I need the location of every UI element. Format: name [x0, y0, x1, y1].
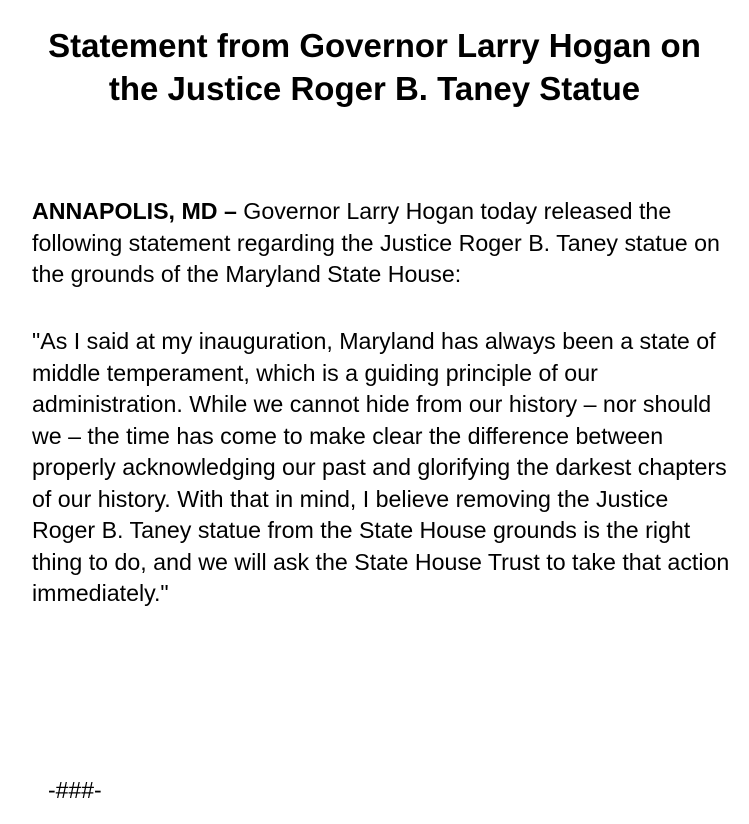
intro-paragraph — [32, 196, 732, 291]
intro-text: Governor Larry Hogan today released the following statement regarding the Justice Roger B. Taney statue on the grounds of the Maryland State House: — [32, 198, 720, 287]
statement-title: Statement from Governor Larry Hogan on the Justice Roger B. Taney Statue — [48, 27, 701, 107]
end-mark: -###- — [48, 777, 102, 803]
quote-paragraph: "As I said at my inauguration, Maryland has always been a state of middle temperament, which is a guiding principle of our administration. While we cannot hide from our history – nor should we – the time has come to make clear the difference between properly acknowledging our past and glorifying the darkest chapters of our history. With that in mind, I believe removing the Justice Roger B. Taney statue from the State House grounds is the right thing to do, and we will ask the State House Trust to take that action immediately." — [32, 328, 730, 606]
dateline: ANNAPOLIS, MD – — [32, 198, 237, 224]
